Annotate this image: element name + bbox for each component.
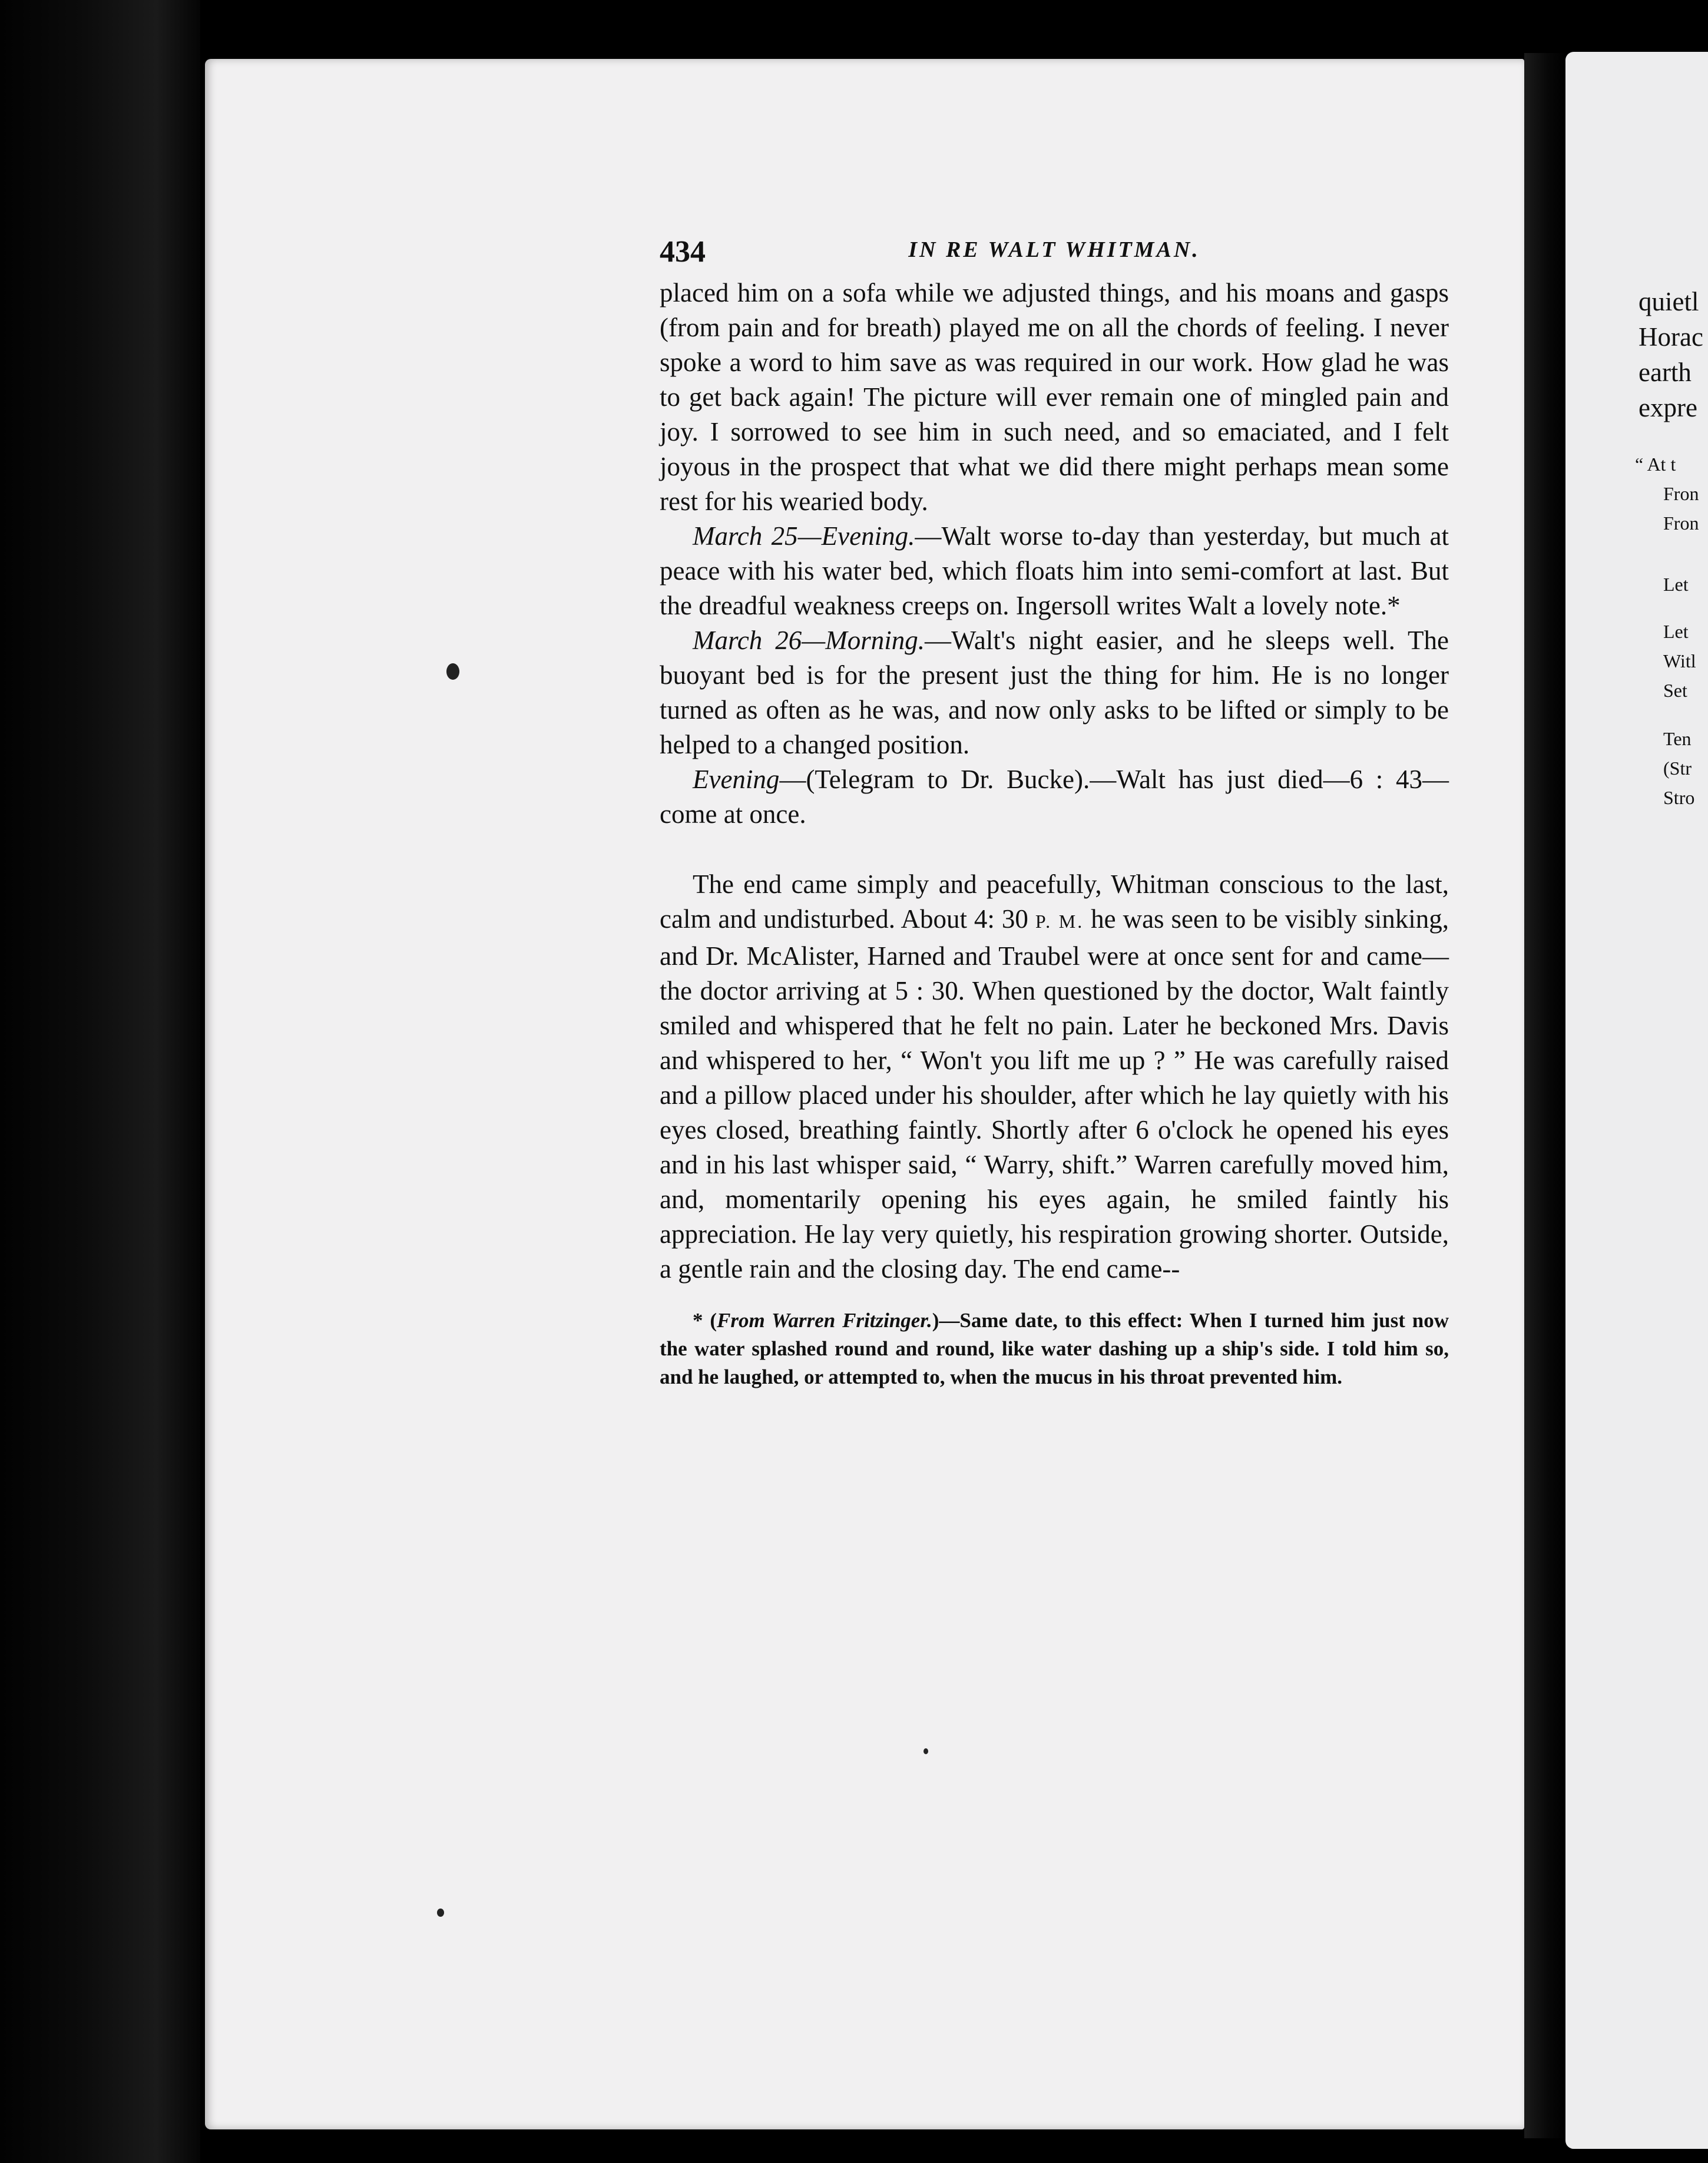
facing-line: Fron — [1663, 512, 1699, 534]
facing-line: earth — [1639, 358, 1692, 387]
time-abbrev: P. M. — [1035, 911, 1084, 932]
footnote-source: From Warren Fritzinger. — [717, 1309, 932, 1332]
entry-text: —(Telegram to Dr. Bucke).—Walt has just died—6 : 43—come at once. — [660, 765, 1449, 829]
facing-line: Let — [1663, 574, 1689, 595]
entry-text: —Walt's night easier, and he sleeps well. The buoyant bed is for the present just the thing for him. He is no longer turned as often as he was, and now only asks to be lifted or simply to be helped to a changed position. — [660, 626, 1449, 759]
diary-entry — [660, 623, 1449, 762]
facing-line: Witl — [1663, 650, 1696, 672]
entry-date: March 25—Evening. — [693, 521, 915, 551]
page-number: 434 — [660, 235, 706, 269]
facing-line: Stro — [1663, 787, 1695, 808]
facing-page-fragment — [1565, 52, 1708, 2149]
facing-line: Let — [1663, 621, 1689, 642]
running-head — [660, 230, 1449, 276]
scan-dark-margin — [0, 0, 200, 2163]
diary-entry — [660, 519, 1449, 623]
ink-speck — [446, 663, 459, 680]
page-text — [660, 230, 1449, 1412]
ink-speck — [923, 1748, 928, 1754]
facing-line: Ten — [1663, 728, 1692, 749]
facing-line: Set — [1663, 680, 1687, 701]
facing-line: expre — [1639, 393, 1697, 422]
book-gutter — [1524, 53, 1565, 2138]
paragraph: placed him on a sofa while we adjusted things, and his moans and gasps (from pain and for breath) played me on all the chords of feeling. I never spoke a word to him save as was required in our work. How glad he was to get back again! The picture will ever remain one of mingled pain and joy. I sorrowed to see him in such need, and so emaciated, and I felt joyous in the prospect that what we did there might perhaps mean some rest for his wearied body. — [660, 278, 1449, 516]
diary-entry — [660, 762, 1449, 832]
entry-date: March 26—Morning. — [693, 626, 925, 655]
facing-line: (Str — [1663, 758, 1692, 779]
facing-line: “ At t — [1635, 454, 1676, 475]
entry-text: —Walt worse to-day than yesterday, but much at peace with his water bed, which floats him into semi-comfort at last. But the dreadful weakness creeps on. Ingersoll writes Walt a lovely note.* — [660, 521, 1449, 620]
facing-line: Fron — [1663, 483, 1699, 504]
entry-date: Evening — [693, 765, 780, 794]
facing-line: Horac — [1639, 322, 1703, 352]
ink-speck — [437, 1909, 444, 1917]
facing-line: quietl — [1639, 287, 1699, 316]
paragraph: The end came simply and peacefully, Whitman conscious to the last, calm and undisturbed. About 4: 30 P. M. he was seen to be visibly sinking, and Dr. McAlister, Harned and Traubel were at once sent for and came—the doctor arriving at 5 : 30. When questioned by the doctor, Walt faintly smiled and whispered that he felt no pain. Later he beckoned Mrs. Davis and whispered to her, “ Won't you lift me up ? ” He was carefully raised and a pillow placed under his shoulder, after which he lay quietly with his eyes closed, breathing faintly. Shortly after 6 o'clock he opened his eyes and in his last whisper said, “ Warry, shift.” Warren carefully moved him, and, momentarily opening his eyes again, he smiled faintly his appreciation. He lay very quietly, his respiration growing shorter. Outside, a gentle rain and the closing day. The end came-- — [660, 869, 1449, 1284]
running-title: IN RE WALT WHITMAN. — [908, 237, 1200, 262]
footnote: * (From Warren Fritzinger.)—Same date, to this effect: When I turned him just now the water splashed round and round, like water dashing up a ship's side. I told him so, and he laughed, or attempted to, when the mucus in his throat prevented him. — [660, 1309, 1449, 1388]
